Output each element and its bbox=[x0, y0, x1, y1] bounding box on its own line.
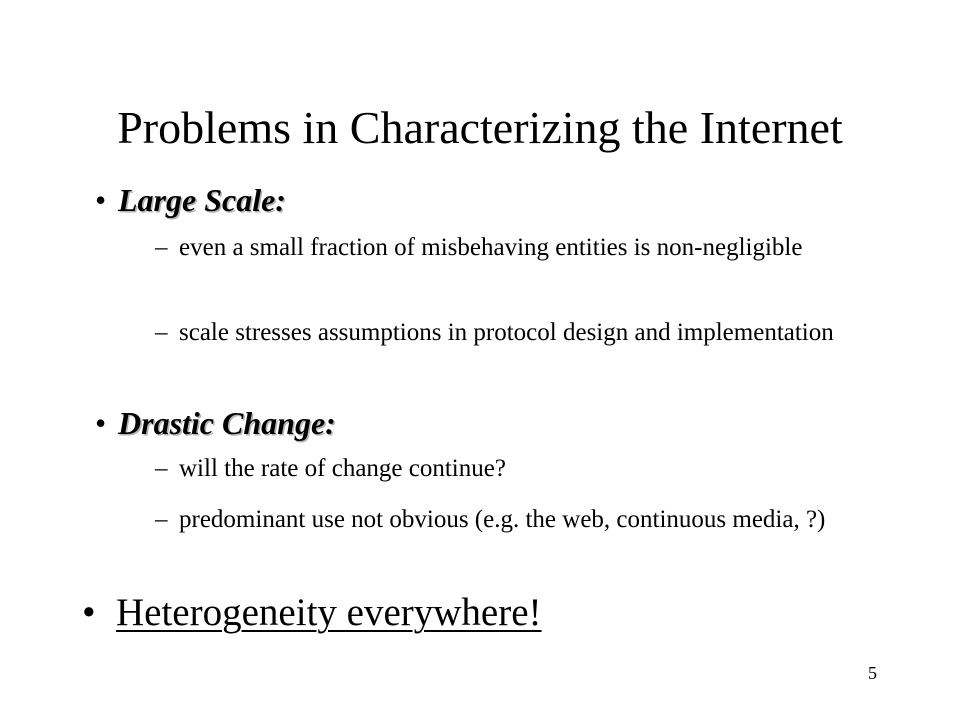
list-item bbox=[155, 452, 875, 486]
dash-icon: – bbox=[155, 319, 168, 346]
list-item-text: predominant use not obvious (e.g. the web, continuous media, ?) bbox=[179, 506, 826, 533]
list-item-text: will the rate of change continue? bbox=[179, 455, 506, 482]
section-heading: Drastic Change: bbox=[118, 405, 336, 441]
list-item bbox=[155, 231, 875, 265]
list-item-text: scale stresses assumptions in protocol design and implementation bbox=[179, 319, 834, 346]
conclusion-text: Heterogeneity everywhere! bbox=[116, 591, 542, 634]
list-item-text: even a small fraction of misbehaving entities is non-negligible bbox=[179, 234, 803, 261]
list-item bbox=[155, 503, 875, 537]
dash-icon: – bbox=[155, 506, 168, 533]
dash-icon: – bbox=[155, 455, 168, 482]
page-number: 5 bbox=[868, 663, 877, 683]
bullet-icon: • bbox=[95, 405, 107, 441]
bullet-icon: • bbox=[82, 591, 96, 634]
dash-icon: – bbox=[155, 234, 168, 261]
list-item bbox=[155, 316, 875, 350]
slide-title: Problems in Characterizing the Internet bbox=[117, 102, 843, 153]
section-heading: Large Scale: bbox=[118, 182, 286, 218]
bullet-icon: • bbox=[95, 182, 107, 218]
